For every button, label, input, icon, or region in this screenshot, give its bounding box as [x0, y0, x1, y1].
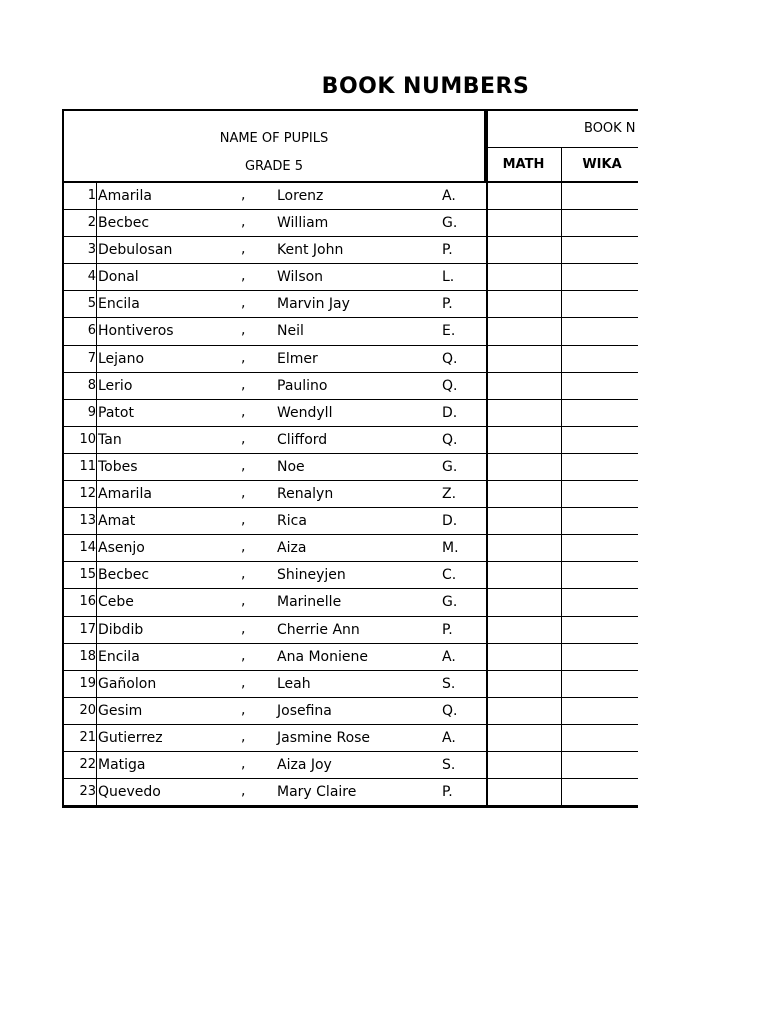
first-name-cell: Aiza — [277, 540, 307, 557]
row-number: 13 — [79, 513, 96, 529]
middle-initial-cell: G. — [442, 594, 458, 611]
row-number: 23 — [79, 784, 96, 800]
table-bottom-border — [62, 806, 638, 808]
first-name-cell: Neil — [277, 323, 304, 340]
row-number: 20 — [79, 702, 96, 718]
wika-book-cell[interactable] — [562, 264, 638, 290]
row-number: 22 — [79, 756, 96, 772]
row-number: 7 — [87, 350, 96, 366]
row-number: 19 — [79, 675, 96, 691]
wika-book-cell[interactable] — [562, 725, 638, 751]
table-row — [62, 725, 638, 752]
wika-book-cell[interactable] — [562, 210, 638, 236]
comma-separator: , — [241, 485, 246, 502]
middle-initial-cell: G. — [442, 215, 458, 232]
name-of-pupils-label: NAME OF PUPILS — [219, 131, 329, 146]
math-book-cell[interactable] — [486, 779, 562, 805]
comma-separator: , — [241, 430, 246, 447]
comma-separator: , — [241, 539, 246, 556]
wika-book-cell[interactable] — [562, 617, 638, 643]
comma-separator: , — [241, 783, 246, 800]
middle-initial-cell: P. — [442, 621, 453, 638]
middle-initial-cell: C. — [442, 567, 457, 584]
row-number: 14 — [79, 540, 96, 556]
table-row — [62, 644, 638, 671]
comma-separator: , — [241, 214, 246, 231]
comma-separator: , — [241, 349, 246, 366]
math-book-cell[interactable] — [486, 237, 562, 263]
middle-initial-cell: Q. — [442, 431, 458, 448]
table-row — [62, 589, 638, 616]
first-name-cell: Marinelle — [277, 594, 342, 611]
middle-initial-cell: S. — [442, 675, 456, 692]
last-name-cell: Lejano — [98, 350, 145, 367]
wika-book-cell[interactable] — [562, 454, 638, 480]
book-numbers-group-header — [486, 109, 638, 147]
middle-initial-cell: P. — [442, 296, 453, 313]
last-name-cell: Tan — [98, 431, 122, 448]
table-row — [62, 318, 638, 345]
first-name-cell: Leah — [277, 675, 311, 692]
math-book-cell[interactable] — [486, 400, 562, 426]
middle-initial-cell: G. — [442, 458, 458, 475]
first-name-cell: Clifford — [277, 431, 328, 448]
last-name-cell: Amarila — [98, 188, 152, 204]
table-row — [62, 698, 638, 725]
comma-separator: , — [241, 268, 246, 285]
table-row — [62, 454, 638, 481]
last-name-cell: Gutierrez — [98, 729, 163, 746]
number-column-border — [96, 183, 97, 808]
comma-separator: , — [241, 701, 246, 718]
comma-separator: , — [241, 647, 246, 664]
table-row — [62, 508, 638, 535]
first-name-cell: Noe — [277, 458, 305, 475]
math-book-cell[interactable] — [486, 210, 562, 236]
row-number: 18 — [79, 648, 96, 664]
comma-separator: , — [241, 295, 246, 312]
name-of-pupils-header — [62, 109, 486, 183]
wika-book-cell[interactable] — [562, 698, 638, 724]
row-number: 12 — [79, 486, 96, 502]
middle-initial-cell: Z. — [442, 486, 457, 503]
table-row — [62, 617, 638, 644]
table-row — [62, 237, 638, 264]
row-number: 1 — [87, 188, 96, 203]
book-group-label: BOOK N — [584, 121, 636, 136]
first-name-cell: Marvin Jay — [277, 296, 350, 313]
math-book-cell[interactable] — [486, 373, 562, 399]
wika-book-cell[interactable] — [562, 237, 638, 263]
row-number: 6 — [87, 323, 96, 339]
math-book-cell[interactable] — [486, 454, 562, 480]
math-book-cell[interactable] — [486, 318, 562, 344]
wika-book-cell[interactable] — [562, 508, 638, 534]
wika-book-cell[interactable] — [562, 346, 638, 372]
column-header-wika: WIKA — [562, 147, 638, 183]
math-book-cell[interactable] — [486, 481, 562, 507]
first-name-cell: William — [277, 215, 329, 232]
table-row — [62, 562, 638, 589]
math-book-cell[interactable] — [486, 752, 562, 778]
table-row — [62, 481, 638, 508]
last-name-cell: Hontiveros — [98, 323, 174, 340]
comma-separator: , — [241, 403, 246, 420]
comma-separator: , — [241, 376, 246, 393]
wika-book-cell[interactable] — [562, 589, 638, 615]
middle-initial-cell: P. — [442, 242, 453, 259]
book-numbers-table — [62, 109, 638, 809]
comma-separator: , — [241, 755, 246, 772]
math-book-cell[interactable] — [486, 671, 562, 697]
page-title: BOOK NUMBERS — [321, 74, 530, 99]
first-name-cell: Wendyll — [277, 404, 333, 421]
comma-separator: , — [241, 728, 246, 745]
row-number: 21 — [79, 729, 96, 745]
table-left-border — [62, 183, 64, 808]
last-name-cell: Amarila — [98, 486, 152, 503]
row-number: 4 — [87, 269, 96, 285]
comma-separator: , — [241, 674, 246, 691]
wika-book-cell[interactable] — [562, 291, 638, 317]
last-name-cell: Donal — [98, 269, 139, 286]
math-book-cell[interactable] — [486, 644, 562, 670]
math-book-cell[interactable] — [486, 589, 562, 615]
wika-book-cell[interactable] — [562, 318, 638, 344]
row-number: 3 — [87, 242, 96, 258]
first-name-cell: Aiza Joy — [277, 756, 332, 773]
last-name-cell: Gesim — [98, 702, 143, 719]
table-row — [62, 779, 638, 806]
first-name-cell: Renalyn — [277, 486, 334, 503]
first-name-cell: Josefina — [277, 702, 332, 719]
wika-book-cell[interactable] — [562, 644, 638, 670]
middle-initial-cell: P. — [442, 784, 453, 801]
wika-book-cell[interactable] — [562, 427, 638, 453]
last-name-cell: Becbec — [98, 215, 150, 232]
math-book-cell[interactable] — [486, 183, 562, 209]
first-name-cell: Lorenz — [277, 188, 324, 204]
first-name-cell: Shineyjen — [277, 567, 346, 584]
table-row — [62, 671, 638, 698]
last-name-cell: Patot — [98, 404, 134, 421]
wika-book-cell[interactable] — [562, 562, 638, 588]
wika-book-cell[interactable] — [562, 400, 638, 426]
last-name-cell: Becbec — [98, 567, 150, 584]
row-number: 9 — [87, 404, 96, 420]
middle-initial-cell: A. — [442, 729, 456, 746]
middle-initial-cell: L. — [442, 269, 455, 286]
middle-initial-cell: Q. — [442, 350, 458, 367]
header-divider — [486, 109, 488, 183]
row-number: 2 — [87, 215, 96, 231]
wika-book-cell[interactable] — [562, 183, 638, 209]
wika-book-cell[interactable] — [562, 481, 638, 507]
wika-book-cell[interactable] — [562, 779, 638, 805]
first-name-cell: Paulino — [277, 377, 328, 394]
first-name-cell: Kent John — [277, 242, 344, 259]
row-number: 11 — [79, 458, 96, 474]
math-book-cell[interactable] — [486, 427, 562, 453]
math-book-cell[interactable] — [486, 725, 562, 751]
math-book-cell[interactable] — [486, 535, 562, 561]
math-book-cell[interactable] — [486, 291, 562, 317]
last-name-cell: Cebe — [98, 594, 134, 611]
table-row — [62, 291, 638, 318]
math-book-cell[interactable] — [486, 698, 562, 724]
row-number: 15 — [79, 567, 96, 583]
middle-initial-cell: Q. — [442, 702, 458, 719]
comma-separator: , — [241, 566, 246, 583]
comma-separator: , — [241, 512, 246, 529]
comma-separator: , — [241, 322, 246, 339]
middle-initial-cell: M. — [442, 540, 459, 557]
middle-initial-cell: Q. — [442, 377, 458, 394]
last-name-cell: Debulosan — [98, 242, 173, 259]
last-name-cell: Dibdib — [98, 621, 144, 638]
wika-book-cell[interactable] — [562, 373, 638, 399]
row-number: 10 — [79, 431, 96, 447]
row-number: 8 — [87, 377, 96, 393]
table-row — [62, 346, 638, 373]
table-row — [62, 752, 638, 779]
first-name-cell: Rica — [277, 513, 307, 530]
table-row — [62, 210, 638, 237]
last-name-cell: Encila — [98, 648, 140, 665]
wika-book-cell[interactable] — [562, 752, 638, 778]
middle-initial-cell: D. — [442, 404, 458, 421]
first-name-cell: Ana Moniene — [277, 648, 368, 665]
last-name-cell: Asenjo — [98, 540, 145, 557]
comma-separator: , — [241, 593, 246, 610]
last-name-cell: Tobes — [98, 458, 138, 475]
first-name-cell: Jasmine Rose — [277, 729, 371, 746]
middle-initial-cell: E. — [442, 323, 456, 340]
comma-separator: , — [241, 457, 246, 474]
first-name-cell: Wilson — [277, 269, 324, 286]
table-row — [62, 264, 638, 291]
table-row — [62, 535, 638, 562]
last-name-cell: Matiga — [98, 756, 146, 773]
middle-initial-cell: D. — [442, 513, 458, 530]
wika-book-cell[interactable] — [562, 671, 638, 697]
grade-label: GRADE 5 — [244, 159, 304, 174]
wika-book-cell[interactable] — [562, 535, 638, 561]
math-book-cell[interactable] — [486, 346, 562, 372]
table-row — [62, 427, 638, 454]
first-name-cell: Elmer — [277, 350, 318, 367]
row-number: 5 — [87, 296, 96, 312]
last-name-cell: Encila — [98, 296, 140, 313]
math-book-cell[interactable] — [486, 562, 562, 588]
middle-initial-cell: S. — [442, 756, 456, 773]
last-name-cell: Gañolon — [98, 675, 157, 692]
comma-separator: , — [241, 241, 246, 258]
middle-initial-cell: A. — [442, 188, 456, 204]
first-name-cell: Cherrie Ann — [277, 621, 360, 638]
first-name-cell: Mary Claire — [277, 784, 357, 801]
math-book-cell[interactable] — [486, 617, 562, 643]
math-book-cell[interactable] — [486, 264, 562, 290]
table-row — [62, 183, 638, 210]
column-header-math: MATH — [486, 147, 562, 183]
last-name-cell: Quevedo — [98, 784, 161, 801]
last-name-cell: Lerio — [98, 377, 133, 394]
row-number: 17 — [79, 621, 96, 637]
middle-initial-cell: A. — [442, 648, 456, 665]
comma-separator: , — [241, 187, 246, 203]
last-name-cell: Amat — [98, 513, 136, 530]
table-row — [62, 400, 638, 427]
table-row — [62, 373, 638, 400]
comma-separator: , — [241, 620, 246, 637]
pupil-rows — [62, 183, 638, 806]
row-number: 16 — [79, 594, 96, 610]
math-book-cell[interactable] — [486, 508, 562, 534]
